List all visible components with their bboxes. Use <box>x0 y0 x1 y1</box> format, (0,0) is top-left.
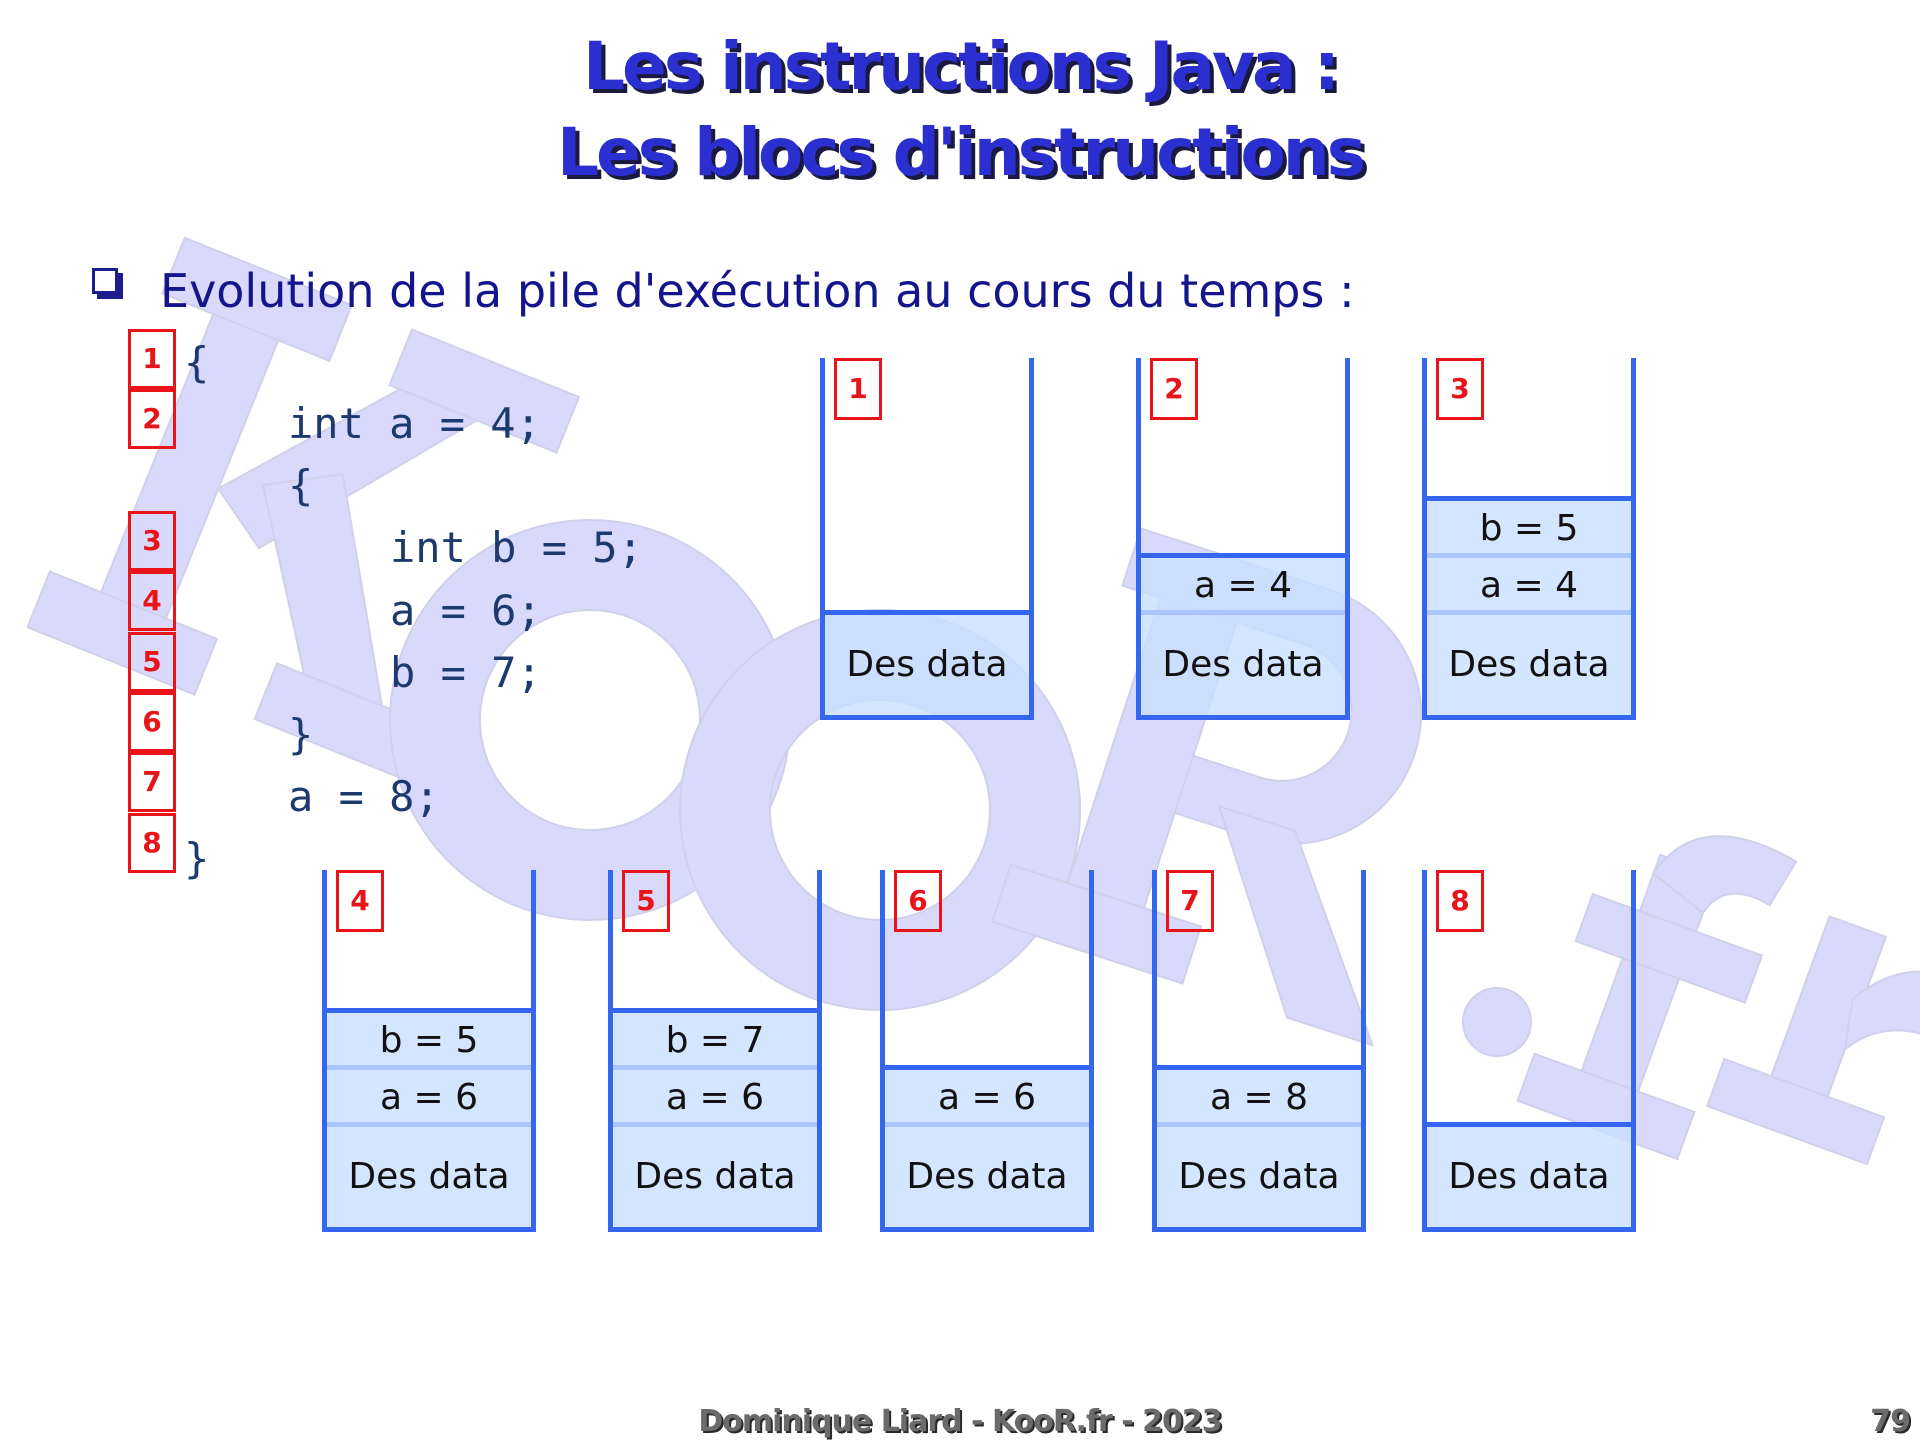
step-marker-8: 8 <box>128 813 176 873</box>
page-title-line-1: Les instructions Java : <box>583 28 1337 105</box>
stack-base-cell: Des data <box>880 1122 1094 1232</box>
bullet-text: Evolution de la pile d'exécution au cours du temps : <box>160 264 1355 318</box>
stack-base-cell: Des data <box>1422 610 1636 720</box>
stack-variable-cell: a = 6 <box>880 1065 1094 1127</box>
stack-base-cell: Des data <box>820 610 1034 720</box>
stack-step-label: 4 <box>336 870 384 932</box>
code-line: int a = 4; <box>288 399 541 448</box>
code-line: a = 6; <box>390 586 542 635</box>
step-marker-1: 1 <box>128 329 176 389</box>
stack-variable-cell: a = 4 <box>1136 553 1350 615</box>
code-line: a = 8; <box>288 772 440 821</box>
stack-diagram-3 <box>1422 358 1636 720</box>
stack-variable-cell: a = 6 <box>608 1065 822 1127</box>
stack-variable-cell: a = 8 <box>1152 1065 1366 1127</box>
code-line: } <box>184 834 210 883</box>
stack-step-label: 8 <box>1436 870 1484 932</box>
stack-base-cell: Des data <box>322 1122 536 1232</box>
stack-step-label: 5 <box>622 870 670 932</box>
stack-diagram-6 <box>880 870 1094 1232</box>
code-line: b = 7; <box>390 648 542 697</box>
step-marker-6: 6 <box>128 692 176 752</box>
footer-author: Dominique Liard - KooR.fr - 2023 <box>698 1404 1222 1439</box>
step-marker-7: 7 <box>128 752 176 812</box>
stack-base-cell: Des data <box>1422 1122 1636 1232</box>
stack-diagram-2 <box>1136 358 1350 720</box>
code-line: int b = 5; <box>390 523 643 572</box>
stack-diagram-7 <box>1152 870 1366 1232</box>
page-title-line-2: Les blocs d'instructions <box>556 114 1363 191</box>
stack-diagram-4 <box>322 870 536 1232</box>
step-marker-4: 4 <box>128 571 176 631</box>
stack-step-label: 3 <box>1436 358 1484 420</box>
step-marker-2: 2 <box>128 389 176 449</box>
stack-variable-cell: a = 4 <box>1422 553 1636 615</box>
bullet-square-icon <box>92 268 118 294</box>
stack-base-cell: Des data <box>608 1122 822 1232</box>
stack-variable-cell: b = 5 <box>1422 496 1636 558</box>
stack-step-label: 1 <box>834 358 882 420</box>
stack-variable-cell: a = 6 <box>322 1065 536 1127</box>
stack-diagram-8 <box>1422 870 1636 1232</box>
stack-diagram-1 <box>820 358 1034 720</box>
stack-step-label: 6 <box>894 870 942 932</box>
stack-diagram-5 <box>608 870 822 1232</box>
stack-step-label: 2 <box>1150 358 1198 420</box>
stack-step-label: 7 <box>1166 870 1214 932</box>
code-line: { <box>184 338 210 387</box>
code-line: } <box>288 710 314 759</box>
step-marker-3: 3 <box>128 511 176 571</box>
stack-base-cell: Des data <box>1152 1122 1366 1232</box>
stack-variable-cell: b = 7 <box>608 1008 822 1070</box>
stack-base-cell: Des data <box>1136 610 1350 720</box>
page-number: 79 <box>1870 1404 1910 1439</box>
code-line: { <box>288 461 314 510</box>
stack-variable-cell: b = 5 <box>322 1008 536 1070</box>
step-marker-5: 5 <box>128 632 176 692</box>
